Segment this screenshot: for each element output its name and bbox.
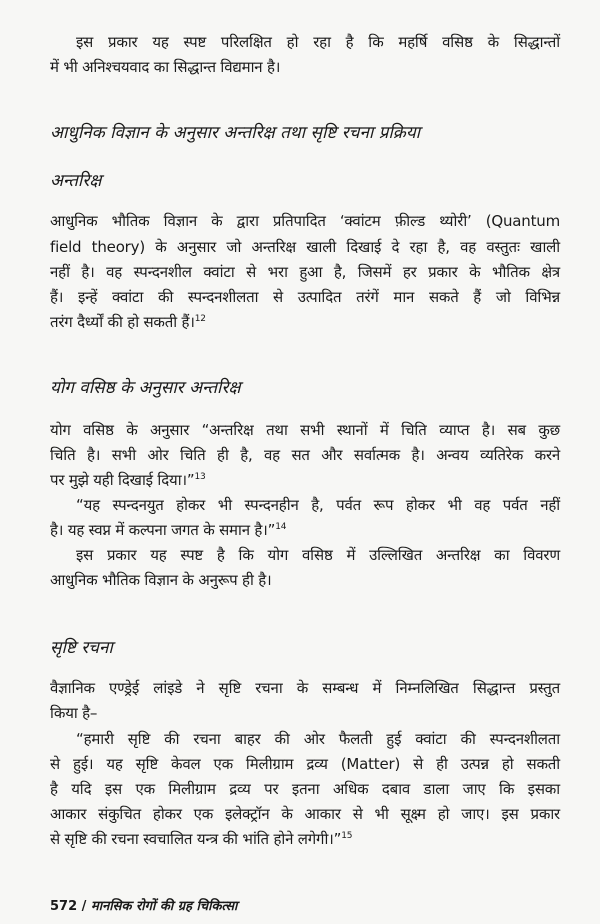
footnote-ref: 15 xyxy=(341,831,353,841)
paragraph-line: है यदि इस एक मिलीग्राम द्रव्य पर इतना अधिक दबाव डाला जाए कि इसका xyxy=(50,780,560,798)
line-text: तरंग दैर्ध्यों की हो सकती हैं। xyxy=(50,313,195,331)
paragraph-line: वैज्ञानिक एण्ड्रेई लांइडे ने सृष्टि रचना के सम्बन्ध में निम्नलिखित सिद्धान्त प्रस्तुत xyxy=(50,679,560,697)
paragraph-line: चिति है। सभी ओर चिति ही है, वह सत और सर्वात्मक है। अन्वय व्यतिरेक करने xyxy=(50,446,560,464)
paragraph-line: “हमारी सृष्टि की रचना बाहर की ओर फैलती हुई क्वांटा की स्पन्दनशीलता xyxy=(76,730,560,748)
line-text: से सृष्टि की रचना स्वचालित यन्त्र की भांति होने लगेगी।” xyxy=(50,830,342,848)
subheading-creation: सृष्टि रचना xyxy=(50,638,113,658)
paragraph-line: आधुनिक भौतिक विज्ञान के अनुरूप ही है। xyxy=(50,571,272,589)
paragraph-line: “यह स्पन्दनयुत होकर भी स्पन्दनहीन है, पर्वत रूप होकर भी वह पर्वत नहीं xyxy=(76,496,560,514)
paragraph-line: किया है– xyxy=(50,704,98,722)
paragraph-line: इस प्रकार यह स्पष्ट है कि योग वसिष्ठ में उल्लिखित अन्तरिक्ष का विवरण xyxy=(76,546,560,564)
footnote-ref: 14 xyxy=(275,522,287,532)
paragraph-line-last xyxy=(50,518,560,542)
book-title: मानसिक रोगों की ग्रह चिकित्सा xyxy=(90,899,238,914)
footnote-ref: 13 xyxy=(194,472,206,482)
paragraph-line-last xyxy=(50,827,560,851)
footnote-ref: 12 xyxy=(194,314,206,324)
paragraph-line: आकार संकुचित होकर एक इलेक्ट्रॉन के आकार से भी सूक्ष्म हो जाए। इस प्रकार xyxy=(50,805,560,823)
paragraph-line: में भी अनिश्चयवाद का सिद्धान्त विद्यमान है। xyxy=(50,58,281,76)
paragraph-line: इस प्रकार यह स्पष्ट परिलक्षित हो रहा है कि महर्षि वसिष्ठ के सिद्धान्तों xyxy=(76,33,560,51)
subheading-yoga: योग वसिष्ठ के अनुसार अन्तरिक्ष xyxy=(50,378,241,398)
paragraph-line: field theory) के अनुसार जो अन्तरिक्ष खाली दिखाई दे रहा है, वह वस्तुतः खाली xyxy=(50,238,560,256)
paragraph-line: हैं। इन्हें क्वांटा की स्पन्दनशीलता से उत्पादित तरंगें मान सकते हैं जो विभिन्न xyxy=(50,288,560,306)
page-number: 572 / xyxy=(50,899,87,914)
paragraph-line: से हुई। यह सृष्टि केवल एक मिलीग्राम द्रव्य (Matter) से ही उत्पन्न हो सकती xyxy=(50,755,560,773)
line-text: है। यह स्वप्न में कल्पना जगत के समान है।” xyxy=(50,521,276,539)
paragraph-line: नहीं है। वह स्पन्दनशील क्वांटा से भरा हुआ है, जिसमें हर प्रकार के भौतिक क्षेत्र xyxy=(50,263,560,281)
paragraph-line: आधुनिक भौतिक विज्ञान के द्वारा प्रतिपादित ‘क्वांटम फ़ील्ड थ्योरी’ (Quantum xyxy=(50,212,560,230)
subheading-space: अन्तरिक्ष xyxy=(50,171,102,191)
paragraph-line-last xyxy=(50,468,560,492)
paragraph-line-last xyxy=(50,310,560,334)
section-heading: आधुनिक विज्ञान के अनुसार अन्तरिक्ष तथा सृष्टि रचना प्रक्रिया xyxy=(50,123,421,143)
page-footer xyxy=(50,896,237,914)
line-text: पर मुझे यही दिखाई दिया।” xyxy=(50,471,195,489)
paragraph-line: योग वसिष्ठ के अनुसार “अन्तरिक्ष तथा सभी स्थानों में चिति व्याप्त है। सब कुछ xyxy=(50,421,560,439)
